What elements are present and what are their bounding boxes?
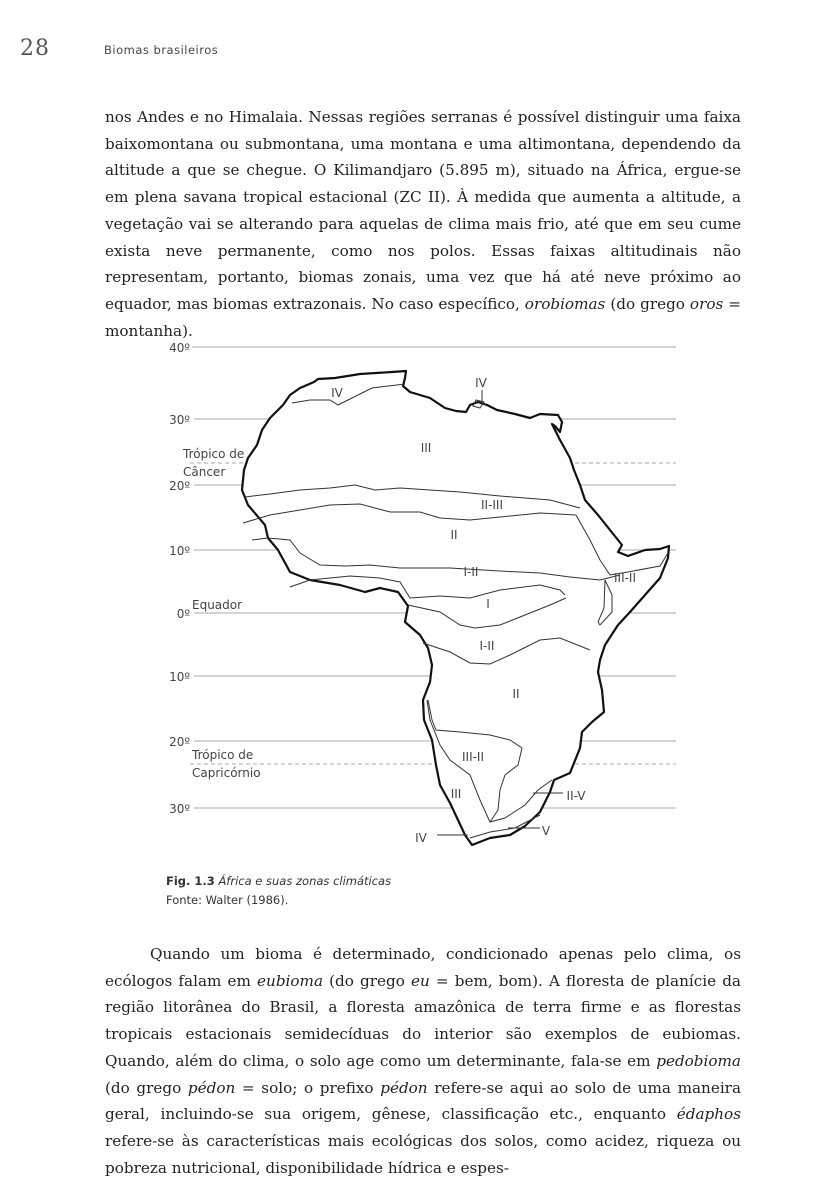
text-run: = montanha). <box>105 294 741 340</box>
zone-label: IV <box>415 831 427 845</box>
equator-label: Equador <box>192 598 243 612</box>
text-run: = solo; o prefixo <box>235 1078 381 1097</box>
page-number: 28 <box>20 36 50 61</box>
italic-term: orobiomas <box>524 294 606 313</box>
italic-term: eubioma <box>257 971 323 990</box>
tropic-cancer-label: Trópico de <box>183 447 245 461</box>
zone-label: IV <box>475 376 487 390</box>
zone-label: II <box>512 687 520 701</box>
zone-label: I-II <box>479 639 495 653</box>
zone-label: III-II <box>461 750 485 764</box>
zone-label: I <box>486 597 490 611</box>
italic-term: pedobioma <box>656 1051 741 1070</box>
zone-label: III <box>450 787 462 801</box>
caption-source: Fonte: Walter (1986). <box>166 893 289 907</box>
lat-label: 20º <box>169 479 190 493</box>
lat-label: 40º <box>169 341 190 355</box>
africa-outline <box>242 371 669 845</box>
zone-label: IV <box>331 386 343 400</box>
italic-term: eu <box>411 971 430 990</box>
text-run: = bem, bom). A floresta de planície da região litorânea do Brasil, a floresta amazônica de terra firme e as florestas tropicais estacionais semidecíduas do interior são exemplos de eubiomas. Quando, além do clima, o solo age como um determinante, fala-se em <box>105 971 741 1070</box>
text-run: Quando um bioma é determinado, condicionado apenas pelo clima, os ecólogos falam em <box>105 945 741 990</box>
zone-label: II <box>450 528 458 542</box>
text-run: (do grego <box>605 294 690 313</box>
caption-label: Fig. 1.3 <box>166 874 215 888</box>
text-run: (do grego <box>323 971 411 990</box>
italic-term: pédon <box>187 1078 236 1097</box>
zone-label: III-II <box>613 571 637 585</box>
text-run: refere-se às características mais ecológicas dos solos, como acidez, riqueza ou pobreza nutricional, disponibilidade hídrica e espes- <box>105 1131 741 1177</box>
tropic-capricorn-label: Capricórnio <box>192 766 261 780</box>
italic-term: édaphos <box>676 1105 741 1124</box>
zone-label: II-V <box>566 789 586 803</box>
running-title: Biomas brasileiros <box>104 43 219 57</box>
zone-label: III <box>420 441 432 455</box>
italic-term: pédon <box>380 1078 428 1097</box>
zone-label: II-III <box>480 498 504 512</box>
zone-label: V <box>541 824 551 838</box>
paragraph-2 <box>105 941 741 1181</box>
lat-label: 20º <box>169 735 190 749</box>
lat-label: 0º <box>176 607 190 621</box>
tropic-capricorn-label: Trópico de <box>192 748 254 762</box>
tropic-cancer-label: Câncer <box>183 465 226 479</box>
caption-title: África e suas zonas climáticas <box>218 874 392 888</box>
lat-label: 30º <box>169 413 190 427</box>
figure-caption <box>166 872 391 910</box>
text-run: (do grego <box>105 1078 188 1097</box>
text-run: refere-se aqui ao solo de uma maneira geral, incluindo-se sua origem, gênese, classificação etc., enquanto <box>105 1078 741 1124</box>
text-run: nos Andes e no Himalaia. Nessas regiões serranas é possível distinguir uma faixa baixomontana ou submontana, uma montana e uma altimontana, dependendo da altitude a que se chegue. O Kilimandjaro (5.895 m), situado na África, ergue-se em plena savana tropical estacional (ZC II). À medida que aumenta a altitude, a vegetação vai se alterando para aquelas de clima mais frio, até que em seu cume exista neve permanente, como nos polos. Essas faixas altitudinais não representam, portanto, biomas zonais, uma vez que há até neve próximo ao equador, mas biomas extrazonais. No caso específico, <box>105 108 741 313</box>
lat-label: 10º <box>169 670 190 684</box>
italic-term: oros <box>689 294 724 313</box>
lat-label: 30º <box>169 802 190 816</box>
lat-label: 10º <box>169 544 190 558</box>
zone-label: I-II <box>463 565 479 579</box>
